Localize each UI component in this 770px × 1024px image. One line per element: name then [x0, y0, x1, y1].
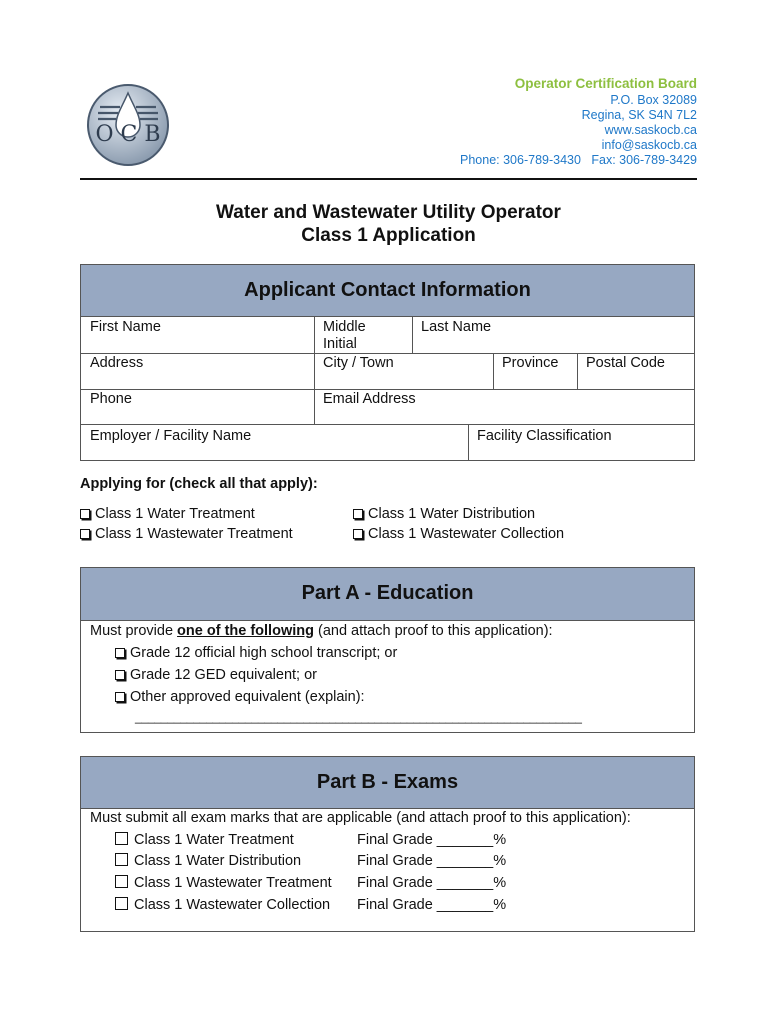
explain-input[interactable]: _____________________________________________________________________ — [135, 710, 582, 724]
province-field[interactable]: Province — [502, 355, 559, 371]
part-b-intro: Must submit all exam marks that are applicable (and attach proof to this application): — [90, 810, 631, 826]
option-label: Class 1 Wastewater Treatment — [95, 526, 293, 542]
exam-label: Class 1 Water Distribution — [134, 853, 302, 869]
option-label: Other approved equivalent (explain): — [130, 689, 365, 705]
address-line1: P.O. Box 32089 — [610, 93, 697, 107]
checkbox-icon[interactable] — [353, 529, 363, 539]
apply-option[interactable] — [80, 524, 293, 544]
part-b-section — [80, 756, 695, 932]
contact-heading: Applicant Contact Information — [81, 265, 694, 317]
exam-row[interactable] — [115, 897, 330, 914]
exam-label: Class 1 Water Treatment — [134, 832, 294, 848]
exam-label: Class 1 Wastewater Treatment — [134, 875, 332, 891]
education-option[interactable] — [115, 686, 365, 708]
checkbox-icon[interactable] — [115, 853, 128, 866]
apply-option[interactable] — [80, 504, 255, 524]
checkbox-icon[interactable] — [115, 832, 128, 845]
contact-table — [80, 264, 695, 461]
address-line2: Regina, SK S4N 7L2 — [581, 108, 697, 122]
phone-field[interactable]: Phone — [90, 391, 132, 407]
header-divider — [80, 178, 697, 180]
page-title — [80, 201, 697, 247]
education-option[interactable] — [115, 664, 317, 686]
title-line2: Class 1 Application — [301, 225, 476, 246]
title-line1: Water and Wastewater Utility Operator — [216, 202, 561, 223]
checkbox-icon[interactable] — [115, 648, 125, 658]
exam-row[interactable] — [115, 832, 294, 849]
intro-emphasis: one of the following — [177, 623, 314, 639]
phone-fax: Phone: 306-789-3430 Fax: 306-789-3429 — [460, 153, 697, 167]
facility-classification-field[interactable]: Facility Classification — [477, 428, 612, 444]
exam-label: Class 1 Wastewater Collection — [134, 897, 331, 913]
applying-heading: Applying for (check all that apply): — [80, 476, 318, 492]
option-label: Grade 12 official high school transcript; or — [130, 645, 398, 661]
city-field[interactable]: City / Town — [323, 355, 394, 371]
email-link[interactable]: info@saskocb.ca — [601, 138, 697, 152]
option-label: Class 1 Wastewater Collection — [368, 526, 565, 542]
logo-letters: O C B — [95, 122, 161, 147]
option-label: Grade 12 GED equivalent; or — [130, 667, 317, 683]
employer-field[interactable]: Employer / Facility Name — [90, 428, 252, 444]
address-field[interactable]: Address — [90, 355, 144, 371]
final-grade-field[interactable]: Final Grade _______% — [357, 875, 507, 891]
first-name-field[interactable]: First Name — [90, 319, 161, 335]
last-name-field[interactable]: Last Name — [421, 319, 492, 335]
apply-option[interactable] — [353, 504, 535, 524]
part-b-heading: Part B - Exams — [81, 757, 694, 809]
org-contact-block — [460, 76, 697, 168]
checkbox-icon[interactable] — [115, 897, 128, 910]
org-name: Operator Certification Board — [514, 76, 697, 91]
part-a-section — [80, 567, 695, 733]
checkbox-icon[interactable] — [115, 692, 125, 702]
part-a-intro — [90, 620, 553, 642]
apply-option[interactable] — [353, 524, 564, 544]
final-grade-field[interactable]: Final Grade _______% — [357, 897, 507, 913]
postal-code-field[interactable]: Postal Code — [586, 355, 665, 371]
exam-row[interactable] — [115, 875, 332, 892]
final-grade-field[interactable]: Final Grade _______% — [357, 853, 507, 869]
checkbox-icon[interactable] — [80, 509, 90, 519]
checkbox-icon[interactable] — [353, 509, 363, 519]
part-a-heading: Part A - Education — [81, 568, 694, 621]
exam-row[interactable] — [115, 853, 301, 870]
option-label: Class 1 Water Distribution — [368, 506, 536, 522]
intro-suffix: (and attach proof to this application): — [313, 623, 553, 639]
option-label: Class 1 Water Treatment — [95, 506, 255, 522]
checkbox-icon[interactable] — [80, 529, 90, 539]
final-grade-field[interactable]: Final Grade _______% — [357, 832, 507, 848]
checkbox-icon[interactable] — [115, 875, 128, 888]
website-link[interactable]: www.saskocb.ca — [604, 123, 697, 137]
middle-initial-field[interactable]: Middle Initial — [323, 319, 366, 352]
checkbox-icon[interactable] — [115, 670, 125, 680]
ocb-logo — [86, 83, 170, 167]
education-option[interactable] — [115, 642, 397, 664]
intro-prefix: Must provide — [90, 623, 178, 639]
email-field[interactable]: Email Address — [323, 391, 416, 407]
